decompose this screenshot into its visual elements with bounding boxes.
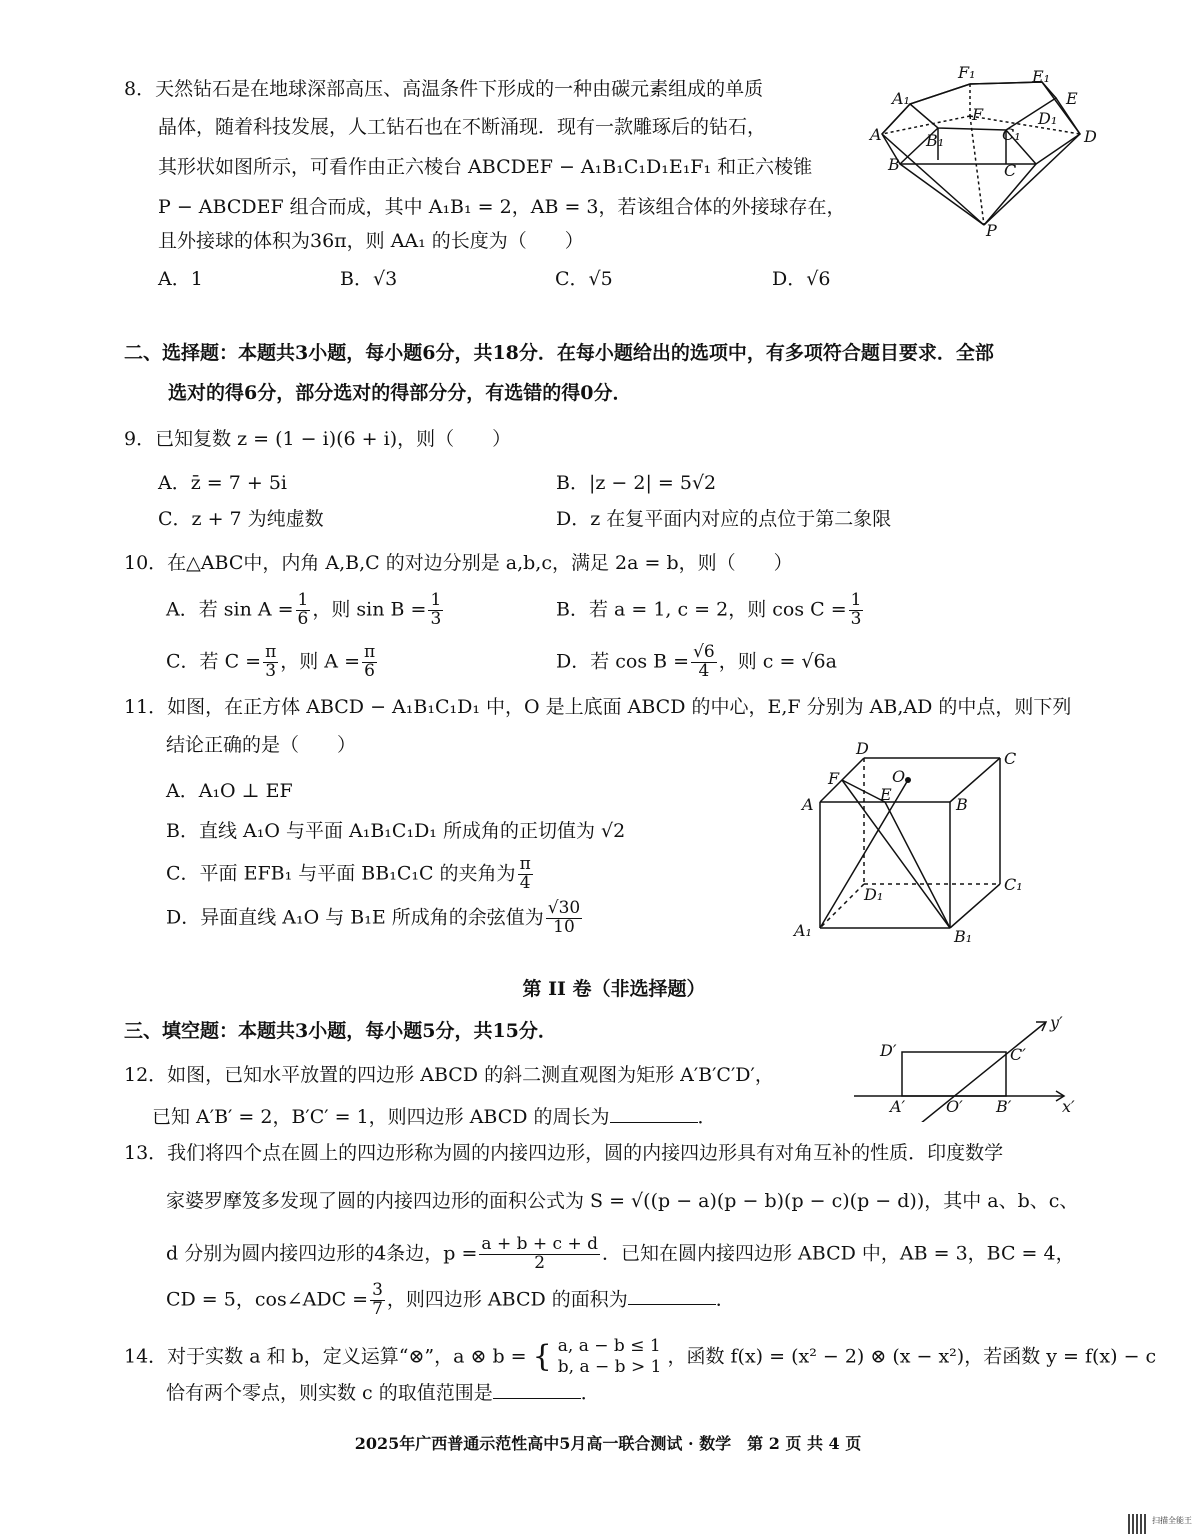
diamond-label-A: A bbox=[870, 125, 882, 144]
cube-label-D: D bbox=[856, 739, 869, 758]
q10-stem: 10．在△ABC中，内角 A,B,C 的对边分别是 a,b,c，满足 2a = b，则（ ） bbox=[124, 552, 793, 574]
oblique-label-C: C′ bbox=[1010, 1045, 1026, 1064]
cube-label-F: F bbox=[828, 769, 840, 788]
q10-option-c: C．若 C = $\frac{\pi}{3}$ ，则 A = $\frac{\pi}{6}$ bbox=[166, 642, 376, 681]
q12-answer-blank bbox=[610, 1104, 698, 1123]
oblique-label-y: y′ bbox=[1050, 1013, 1063, 1032]
q8-line-4: P − ABCDEF 组合而成，其中 A₁B₁ = 2，AB = 3，若该组合体的外接球存在， bbox=[158, 196, 846, 218]
q8-option-b: B．√3 bbox=[340, 268, 398, 290]
q13-line-1: 13．我们将四个点在圆上的四边形称为圆的内接四边形，圆的内接四边形具有对角互补的性质．印度数学 bbox=[124, 1142, 1004, 1164]
q11-line-2: 结论正确的是（ ） bbox=[166, 734, 357, 756]
q8-line-3: 其形状如图所示，可看作由正六棱台 ABCDEF − A₁B₁C₁D₁E₁F₁ 和正六棱锥 bbox=[158, 156, 813, 178]
diamond-label-F1: F₁ bbox=[958, 63, 976, 82]
oblique-label-O: O′ bbox=[946, 1097, 963, 1116]
q10-option-b: B．若 a = 1, c = 2，则 cos C = $\frac{1}{3}$ bbox=[556, 590, 862, 629]
diamond-label-E1: E₁ bbox=[1032, 67, 1051, 86]
part-2-title: 第 II 卷（非选择题） bbox=[522, 978, 706, 1000]
q11-option-c: C．平面 EFB₁ 与平面 BB₁C₁C 的夹角为 $\frac{\pi}{4}$ bbox=[166, 854, 531, 893]
diamond-label-F: F bbox=[972, 105, 984, 124]
diamond-label-D1: D₁ bbox=[1038, 109, 1058, 128]
q11-line-1: 11．如图，在正方体 ABCD − A₁B₁C₁D₁ 中，O 是上底面 ABCD 的中心，E,F 分别为 AB,AD 的中点，则下列 bbox=[124, 696, 1072, 718]
cube-label-A: A bbox=[802, 795, 814, 814]
q8-line-1: 8．天然钻石是在地球深部高压、高温条件下形成的一种由碳元素组成的单质 bbox=[124, 78, 764, 100]
oblique-label-D: D′ bbox=[880, 1041, 897, 1060]
scanner-watermark: 扫描全能王 bbox=[1152, 1516, 1192, 1525]
cube-label-C1: C₁ bbox=[1004, 875, 1023, 894]
cube-label-O: O bbox=[892, 767, 906, 786]
oblique-label-x: x′ bbox=[1062, 1097, 1075, 1116]
q9-stem: 9．已知复数 z = (1 − i)(6 + i)，则（ ） bbox=[124, 428, 512, 450]
cube-label-A1: A₁ bbox=[794, 921, 812, 940]
diamond-label-C: C bbox=[1004, 161, 1017, 180]
q13-line-3: d 分别为圆内接四边形的4条边，p = $\frac{a + b + c + d}{2}$ ．已知在圆内接四边形 ABCD 中，AB = 3，BC = 4， bbox=[166, 1234, 1075, 1273]
q14-line-1: 14．对于实数 a 和 b，定义运算“⊗”，a ⊗ b = { a, a − b ≤ 1 b, a − b > 1 ，函数 f(x) = (x² − 2) ⊗ (x − x²)，若函数 y = f(x) − c bbox=[124, 1336, 1157, 1378]
q8-line-2: 晶体，随着科技发展，人工钻石也在不断涌现．现有一款雕琢后的钻石， bbox=[158, 116, 767, 138]
cube-label-C: C bbox=[1004, 749, 1017, 768]
q10-option-d: D．若 cos B = $\frac{√6}{4}$ ，则 c = √6a bbox=[556, 642, 837, 681]
q13-answer-blank bbox=[628, 1286, 716, 1305]
diamond-figure bbox=[866, 60, 1106, 250]
diamond-label-C1: C₁ bbox=[1002, 125, 1021, 144]
q9-option-b: B．|z − 2| = 5√2 bbox=[556, 472, 717, 494]
q12-line-2: 已知 A′B′ = 2，B′C′ = 1，则四边形 ABCD 的周长为 ． bbox=[152, 1106, 717, 1128]
q9-option-d: D．z 在复平面内对应的点位于第二象限 bbox=[556, 508, 892, 530]
oblique-label-B: B′ bbox=[996, 1097, 1012, 1116]
cube-figure bbox=[790, 738, 1030, 950]
section-2-heading: 二、选择题：本题共3小题，每小题6分，共18分．在每小题给出的选项中，有多项符合题目要求．全部 bbox=[124, 342, 994, 364]
q11-option-d: D．异面直线 A₁O 与 B₁E 所成角的余弦值为 $\frac{√30}{10}$ bbox=[166, 898, 581, 937]
qr-code-icon bbox=[1128, 1514, 1148, 1534]
oblique-label-A: A′ bbox=[890, 1097, 906, 1116]
q8-option-a: A．1 bbox=[158, 268, 203, 290]
q11-option-a: A．A₁O ⊥ EF bbox=[166, 780, 293, 802]
cube-label-E: E bbox=[880, 785, 892, 804]
diamond-label-E: E bbox=[1066, 89, 1078, 108]
diamond-label-B: B bbox=[888, 155, 900, 174]
q13-line-4: CD = 5，cos∠ADC = $\frac{3}{7}$ ，则四边形 ABCD 的面积为 ． bbox=[166, 1280, 735, 1319]
q14-answer-blank bbox=[493, 1380, 581, 1399]
page-footer: 2025年广西普通示范性高中5月高一联合测试 · 数学 第 2 页 共 4 页 bbox=[354, 1434, 862, 1453]
cube-label-B: B bbox=[956, 795, 968, 814]
q8-option-d: D．√6 bbox=[772, 268, 831, 290]
diamond-label-B1: B₁ bbox=[926, 131, 945, 150]
section-2-heading-cont: 选对的得6分，部分选对的得部分分，有选错的得0分． bbox=[168, 382, 632, 404]
oblique-figure bbox=[850, 1012, 1090, 1122]
diamond-label-P: P bbox=[986, 221, 997, 240]
q14-line-2: 恰有两个零点，则实数 c 的取值范围是 ． bbox=[166, 1382, 600, 1404]
diamond-label-D: D bbox=[1084, 127, 1097, 146]
q10-option-a: A．若 sin A = $\frac{1}{6}$ ，则 sin B = $\frac{1}{3}$ bbox=[166, 590, 442, 629]
q8-line-5: 且外接球的体积为36π，则 AA₁ 的长度为（ ） bbox=[158, 230, 584, 252]
q8-option-c: C．√5 bbox=[555, 268, 613, 290]
cube-label-D1: D₁ bbox=[864, 885, 884, 904]
section-3-heading: 三、填空题：本题共3小题，每小题5分，共15分． bbox=[124, 1020, 557, 1042]
q9-option-a: A．z̄ = 7 + 5i bbox=[158, 472, 287, 494]
cube-label-B1: B₁ bbox=[954, 927, 973, 946]
q12-line-1: 12．如图，已知水平放置的四边形 ABCD 的斜二测直观图为矩形 A′B′C′D′， bbox=[124, 1064, 774, 1086]
q9-option-c: C．z + 7 为纯虚数 bbox=[158, 508, 324, 530]
q11-option-b: B．直线 A₁O 与平面 A₁B₁C₁D₁ 所成角的正切值为 √2 bbox=[166, 820, 626, 842]
q13-line-2: 家婆罗摩笈多发现了圆的内接四边形的面积公式为 S = √((p − a)(p − b)(p − c)(p − d))，其中 a、b、c、 bbox=[166, 1190, 1079, 1212]
diamond-label-A1: A₁ bbox=[892, 89, 910, 108]
